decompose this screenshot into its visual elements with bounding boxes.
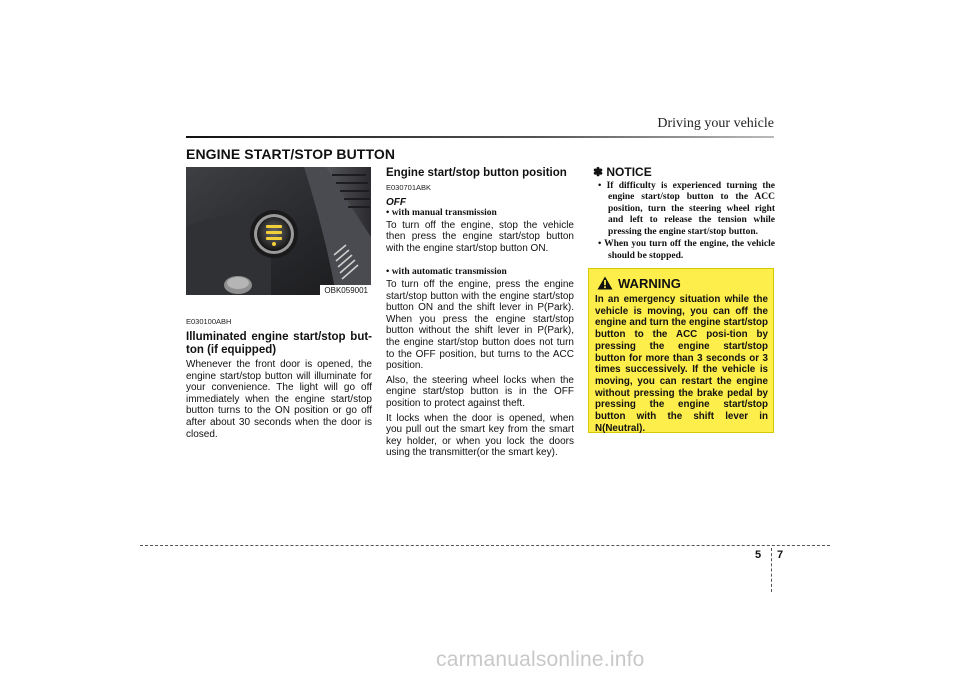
illumination-section xyxy=(186,317,372,443)
warning-header xyxy=(597,274,768,292)
button-position-section xyxy=(386,167,574,462)
dashboard-illustration xyxy=(186,167,371,295)
section-number: 5 xyxy=(755,549,762,561)
off-subheading: OFF xyxy=(386,196,406,208)
watermark: carmanualsonline.info xyxy=(436,648,645,671)
section-code: E030100ABH xyxy=(186,317,232,326)
page-number-separator xyxy=(771,548,772,592)
engine-button-photo xyxy=(186,167,371,295)
notice-section xyxy=(593,167,775,263)
warning-box xyxy=(588,268,774,433)
automatic-transmission-label: • with automatic transmission xyxy=(386,267,507,278)
notice-item: • If difficulty is experienced turning the engine start/stop button to the ACC position, turn the steering wheel right and left to release the tension while pressing the engine start/stop button. xyxy=(598,180,775,237)
position-code: E030701ABK xyxy=(386,182,432,192)
manual-transmission-label: • with manual transmission xyxy=(386,208,497,219)
footer-divider xyxy=(140,545,830,546)
figure-caption: OBK059001 xyxy=(320,285,371,295)
page-number: 7 xyxy=(777,549,784,561)
illumination-body: Whenever the front door is opened, the engine start/stop button will illuminate for your convenience. The light will go off immediately when the engine start/stop button turns to the ON position or go off after about 30 seconds when the door is closed. xyxy=(186,359,372,440)
automatic-body-3: It locks when the door is opened, when you pull out the smart key from the smart key holder, or when you lock the doors using the transmitter(or the smart key). xyxy=(386,412,574,459)
notice-item: • When you turn off the engine, the vehicle should be stopped. xyxy=(598,239,775,261)
header-title: Driving your vehicle xyxy=(657,116,774,131)
warning-body: In an emergency situation while the vehicle is moving, you can off the engine and turn the engine start/stop button to the ACC posi-tion by pressing the engine start/stop button for more than 3 seconds or 3 times successively. If the vehicle is moving, you can restart the engine without pressing the brake pedal by pressing the engine start/stop button with the shift lever in N(Neutral). xyxy=(595,294,768,434)
automatic-body-1: To turn off the engine, press the engine start/stop button with the engine start/stop button ON and the shift lever in P(Park). When you press the engine start/stop button without the shift lever in P(Park), the engine start/stop button does not turn to the OFF position, but turns to the ACC position. xyxy=(386,279,574,372)
notice-heading: ✽ NOTICE xyxy=(593,165,652,179)
warning-triangle-icon xyxy=(597,276,613,290)
header-divider xyxy=(186,136,774,138)
position-heading: Engine start/stop button position xyxy=(386,167,567,179)
notice-list xyxy=(593,181,775,263)
illumination-heading: Illuminated engine start/stop but-ton (if equipped) xyxy=(186,331,372,356)
warning-label: WARNING xyxy=(618,275,681,291)
automatic-body-2: Also, the steering wheel locks when the engine start/stop button is in the OFF position to protect against theft. xyxy=(386,374,574,409)
section-title: ENGINE START/STOP BUTTON xyxy=(186,146,396,162)
manual-transmission-body: To turn off the engine, stop the vehicle then press the engine start/stop button with the engine start/stop button ON. xyxy=(386,219,574,254)
